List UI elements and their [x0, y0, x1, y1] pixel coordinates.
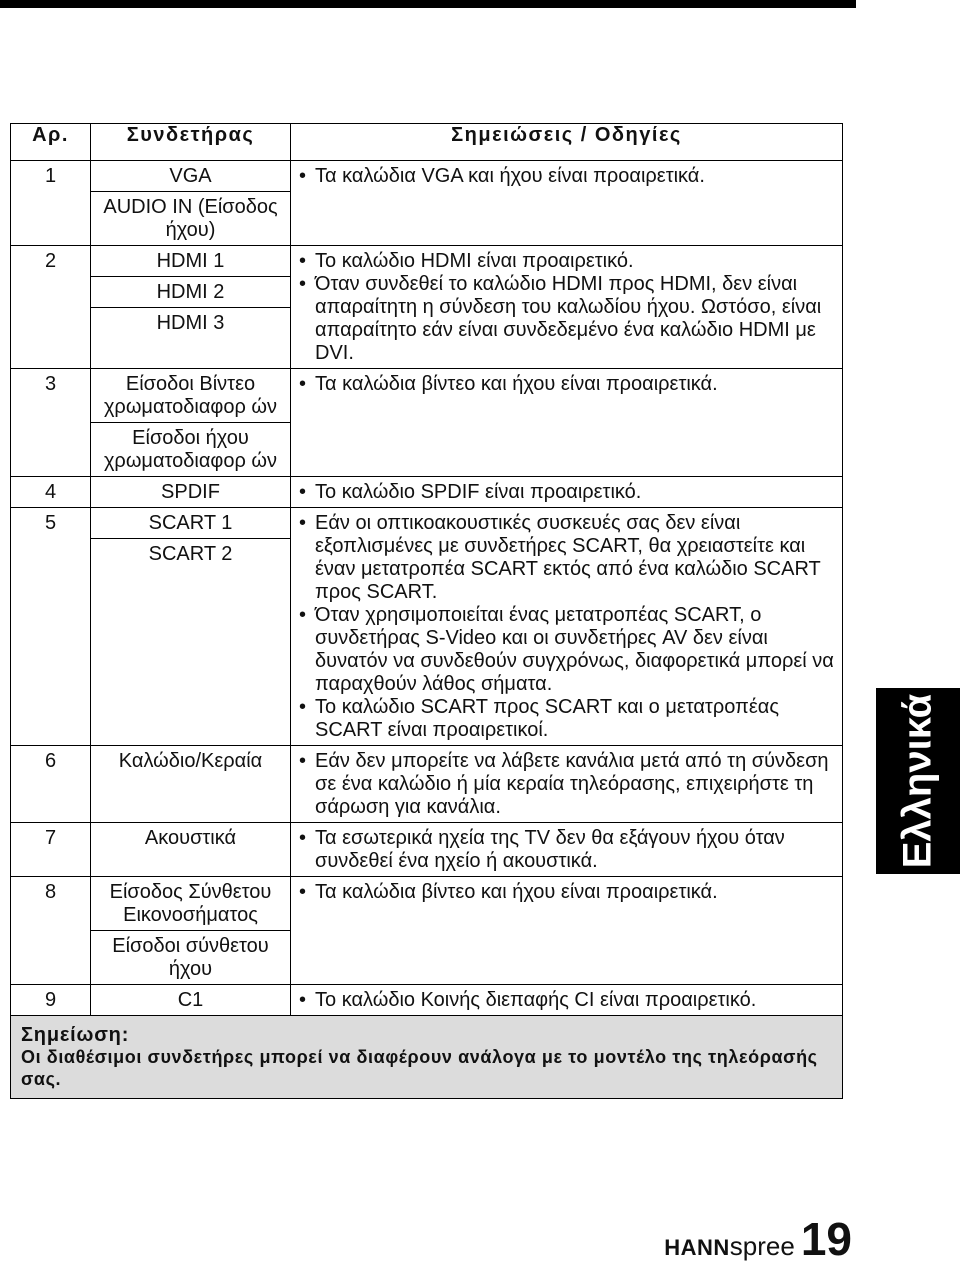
table-header-row	[11, 124, 843, 161]
top-rule	[0, 0, 856, 8]
language-tab-label: Ελληνικά	[895, 693, 940, 869]
connector-table	[10, 123, 843, 1099]
header-number: Αρ.	[11, 124, 91, 161]
header-notes: Σημειώσεις / Οδηγίες	[291, 124, 843, 161]
table-row	[11, 246, 843, 369]
connector-cell	[91, 823, 291, 877]
table-row	[11, 508, 843, 746]
note-bullet	[299, 165, 836, 188]
notes-cell	[291, 246, 843, 369]
connector-cell	[91, 477, 291, 508]
note-bullet	[299, 750, 836, 819]
note-bullet	[299, 696, 836, 742]
note-bullet	[299, 827, 836, 873]
notes-cell	[291, 161, 843, 246]
note-text: Το καλώδιο SPDIF είναι προαιρετικό.	[315, 481, 642, 503]
notes-cell	[291, 369, 843, 477]
table-row	[11, 985, 843, 1016]
note-title: Σημείωση:	[21, 1024, 130, 1046]
row-number: 7	[11, 823, 91, 877]
connector-cell	[91, 746, 291, 823]
notes-cell	[291, 823, 843, 877]
row-number: 9	[11, 985, 91, 1016]
connector-name: Είσοδοι ήχου χρωματοδιαφορ ών	[103, 427, 278, 472]
note-text: Οι διαθέσιμοι συνδετήρες μπορεί να διαφέρουν ανάλογα με το μοντέλο της τηλεόρασής σας.	[21, 1047, 818, 1089]
connector-name: SCART 1	[91, 508, 290, 539]
note-bullet	[299, 250, 836, 273]
notes-cell	[291, 477, 843, 508]
notes-cell	[291, 508, 843, 746]
note-text: Το καλώδιο HDMI είναι προαιρετικό.	[315, 250, 634, 272]
table-row	[11, 161, 843, 246]
brand-logo-hann: HANN	[664, 1235, 730, 1260]
header-connector: Συνδετήρας	[91, 124, 291, 161]
connector-name: HDMI 3	[156, 312, 225, 334]
connector-cell	[91, 877, 291, 985]
bullet-icon: •	[299, 250, 307, 272]
table-row	[11, 823, 843, 877]
row-number: 1	[11, 161, 91, 246]
row-number: 5	[11, 508, 91, 746]
page-number: 19	[800, 1213, 852, 1265]
connector-cell	[91, 985, 291, 1016]
brand-logo-spree: spree	[729, 1231, 795, 1261]
table-body	[11, 161, 843, 1016]
bullet-icon: •	[299, 604, 307, 626]
note-row	[11, 1016, 843, 1099]
connector-name: VGA	[91, 161, 290, 192]
connector-name: AUDIO IN (Είσοδος ήχου)	[103, 196, 278, 241]
connector-cell	[91, 246, 291, 369]
note-text: Εάν οι οπτικοακουστικές συσκευές σας δεν είναι εξοπλισμένες με συνδετήρες SCART, θα χρειαστείτε και έναν μετατροπέα SCART εκτός από ένα καλώδιο SCART προς SCART.	[315, 512, 821, 603]
bullet-icon: •	[299, 881, 307, 903]
note-text: Τα καλώδια βίντεο και ήχου είναι προαιρετικά.	[315, 881, 718, 903]
note-text: Το καλώδιο SCART προς SCART και ο μετατροπέας SCART είναι προαιρετικοί.	[315, 696, 779, 741]
row-number: 3	[11, 369, 91, 477]
note-bullet	[299, 373, 836, 396]
bullet-icon: •	[299, 165, 307, 187]
note-text: Εάν δεν μπορείτε να λάβετε κανάλια μετά από τη σύνδεση σε ένα καλώδιο ή μία κεραία τηλεόρασης, επιχειρήστε τη σάρωση για κανάλια.	[315, 750, 829, 818]
table-row	[11, 369, 843, 477]
connector-name: Ακουστικά	[144, 827, 237, 849]
page-footer	[664, 1212, 852, 1266]
note-text: Τα καλώδια βίντεο και ήχου είναι προαιρετικά.	[315, 373, 718, 395]
note-bullet	[299, 881, 836, 904]
connector-cell	[91, 508, 291, 746]
row-number: 4	[11, 477, 91, 508]
connector-name: SCART 2	[148, 543, 233, 565]
notes-cell	[291, 985, 843, 1016]
bullet-icon: •	[299, 512, 307, 534]
notes-cell	[291, 746, 843, 823]
note-bullet	[299, 604, 836, 696]
notes-cell	[291, 877, 843, 985]
row-number: 2	[11, 246, 91, 369]
note-bullet	[299, 273, 836, 365]
connector-name: C1	[177, 989, 204, 1011]
note-text: Τα καλώδια VGA και ήχου είναι προαιρετικά.	[315, 165, 705, 187]
table-row	[11, 877, 843, 985]
table-row	[11, 746, 843, 823]
connector-name: Είσοδοι Βίντεο χρωματοδιαφορ ών	[91, 369, 290, 423]
bullet-icon: •	[299, 696, 307, 718]
note-text: Όταν συνδεθεί το καλώδιο HDMI προς HDMI, δεν είναι απαραίτητη η σύνδεση του καλωδίου ήχου. Ωστόσο, είναι απαραίτητο εάν είναι συνδεδεμένο ένα καλώδιο HDMI με DVI.	[315, 273, 822, 364]
row-number: 8	[11, 877, 91, 985]
connector-name: Καλώδιο/Κεραία	[118, 750, 263, 772]
bullet-icon: •	[299, 273, 307, 295]
bullet-icon: •	[299, 827, 307, 849]
note-bullet	[299, 481, 836, 504]
note-text: Όταν χρησιμοποιείται ένας μετατροπέας SCART, ο συνδετήρας S-Video και οι συνδετήρες AV δεν είναι δυνατόν να συνδεθούν συγχρόνως, διαφορετικά μπορεί να παραχθούν λάθος σήματα.	[315, 604, 834, 695]
note-cell	[11, 1016, 843, 1099]
bullet-icon: •	[299, 750, 307, 772]
note-text: Το καλώδιο Κοινής διεπαφής CI είναι προαιρετικό.	[315, 989, 757, 1011]
row-number: 6	[11, 746, 91, 823]
bullet-icon: •	[299, 373, 307, 395]
connector-name: SPDIF	[161, 481, 220, 503]
table-row	[11, 477, 843, 508]
note-bullet	[299, 512, 836, 604]
connector-name: Είσοδοι σύνθετου ήχου	[112, 935, 269, 980]
language-tab	[876, 688, 960, 874]
note-bullet	[299, 989, 836, 1012]
bullet-icon: •	[299, 989, 307, 1011]
note-text: Τα εσωτερικά ηχεία της TV δεν θα εξάγουν ήχου όταν συνδεθεί ένα ηχείο ή ακουστικά.	[315, 827, 785, 872]
connector-name: Είσοδος Σύνθετου Εικονοσήματος	[91, 877, 290, 931]
bullet-icon: •	[299, 481, 307, 503]
connector-name: HDMI 2	[91, 277, 290, 308]
connector-cell	[91, 369, 291, 477]
connector-name: HDMI 1	[91, 246, 290, 277]
connector-cell	[91, 161, 291, 246]
